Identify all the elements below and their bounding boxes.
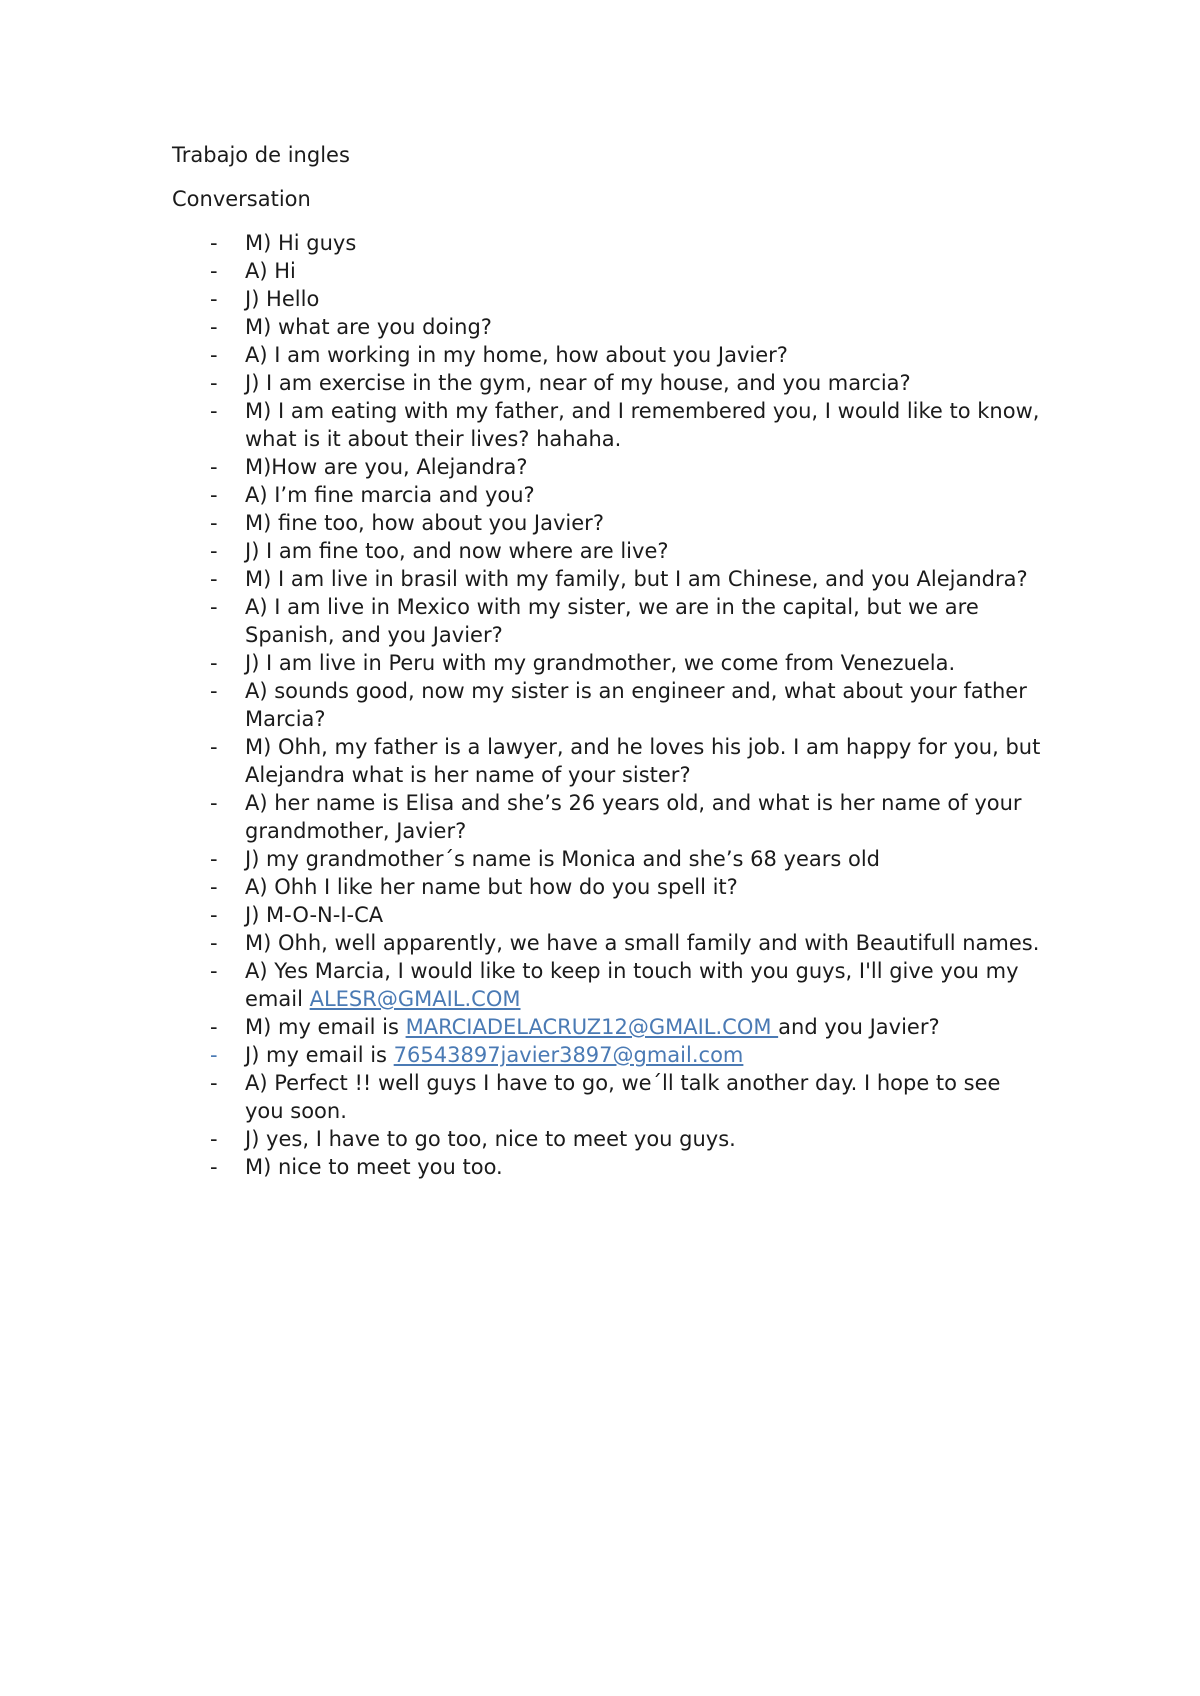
dialogue-line: A) Ohh I like her name but how do you spell it? <box>245 875 738 899</box>
email-link-marcia[interactable]: MARCIADELACRUZ12@GMAIL.COM <box>405 1015 779 1039</box>
bullet-dash: - <box>210 483 218 507</box>
bullet-dash: - <box>210 1127 218 1151</box>
bullet-dash: - <box>210 1071 218 1095</box>
list-item <box>172 789 1042 845</box>
dialogue-line: M) what are you doing? <box>245 315 492 339</box>
list-item <box>172 565 1042 593</box>
list-item <box>172 929 1042 957</box>
dialogue-line: J) my grandmother´s name is Monica and she’s 68 years old <box>245 847 881 871</box>
bullet-dash: - <box>210 875 218 899</box>
list-item <box>172 845 1042 873</box>
list-item <box>172 649 1042 677</box>
list-item <box>172 285 1042 313</box>
bullet-dash: - <box>210 1015 218 1039</box>
dialogue-line: M) I am eating with my father, and I remembered you, I would like to know, what is it about their lives? hahaha. <box>245 399 1040 451</box>
bullet-dash: - <box>210 679 218 703</box>
email-link-alejandra[interactable]: ALESR@GMAIL.COM <box>309 987 521 1011</box>
dialogue-line: M) nice to meet you too. <box>245 1155 503 1179</box>
bullet-dash: - <box>210 315 218 339</box>
list-item <box>172 537 1042 565</box>
list-item <box>172 593 1042 649</box>
list-item <box>172 1153 1042 1181</box>
dialogue-line: A) Hi <box>245 259 296 283</box>
list-item <box>172 1013 1042 1041</box>
list-item <box>172 873 1042 901</box>
bullet-dash: - <box>210 959 218 983</box>
bullet-dash: - <box>210 735 218 759</box>
bullet-dash: - <box>210 511 218 535</box>
dialogue-line: M) Hi guys <box>245 231 357 255</box>
dialogue-line-after: and you Javier? <box>778 1015 940 1039</box>
dialogue-line: M)How are you, Alejandra? <box>245 455 528 479</box>
dialogue-line: M) I am live in brasil with my family, but I am Chinese, and you Alejandra? <box>245 567 1028 591</box>
dialogue-line: J) yes, I have to go too, nice to meet you guys. <box>245 1127 736 1151</box>
dialogue-line: A) I’m fine marcia and you? <box>245 483 535 507</box>
list-item <box>172 733 1042 789</box>
list-item <box>172 341 1042 369</box>
email-link-javier[interactable]: 76543897javier3897@gmail.com <box>393 1043 744 1067</box>
bullet-dash: - <box>210 567 218 591</box>
dialogue-line: M) my email is <box>245 1015 406 1039</box>
dialogue-line: A) Perfect !! well guys I have to go, we´ll talk another day. I hope to see you soon. <box>245 1071 1001 1123</box>
list-item <box>172 957 1042 1013</box>
document-title: Trabajo de ingles <box>172 143 350 167</box>
bullet-dash: - <box>210 343 218 367</box>
list-item <box>172 1041 1042 1069</box>
dialogue-line: M) Ohh, well apparently, we have a small family and with Beautifull names. <box>245 931 1040 955</box>
dialogue-line: A) sounds good, now my sister is an engineer and, what about your father Marcia? <box>245 679 1027 731</box>
dialogue-line: J) I am fine too, and now where are live? <box>245 539 669 563</box>
bullet-dash: - <box>210 455 218 479</box>
bullet-dash: - <box>210 903 218 927</box>
bullet-dash: - <box>210 651 218 675</box>
bullet-dash: - <box>210 1155 218 1179</box>
list-item <box>172 509 1042 537</box>
list-item <box>172 901 1042 929</box>
bullet-dash: - <box>210 931 218 955</box>
bullet-dash: - <box>210 371 218 395</box>
document-subtitle: Conversation <box>172 187 311 211</box>
dialogue-line: M) Ohh, my father is a lawyer, and he loves his job. I am happy for you, but Alejandra what is her name of your sister? <box>245 735 1041 787</box>
dialogue-line: A) Yes Marcia, I would like to keep in touch with you guys, I'll give you my email <box>245 959 1019 1011</box>
bullet-dash: - <box>210 847 218 871</box>
dialogue-line: A) I am working in my home, how about you Javier? <box>245 343 788 367</box>
bullet-dash: - <box>210 595 218 619</box>
dialogue-line: J) Hello <box>245 287 320 311</box>
dialogue-line: A) I am live in Mexico with my sister, we are in the capital, but we are Spanish, and you Javier? <box>245 595 979 647</box>
dialogue-line: J) I am exercise in the gym, near of my house, and you marcia? <box>245 371 911 395</box>
dialogue-line: A) her name is Elisa and she’s 26 years old, and what is her name of your grandmother, Javier? <box>245 791 1022 843</box>
bullet-dash: - <box>210 791 218 815</box>
bullet-dash: - <box>210 539 218 563</box>
document-body <box>172 141 1042 1181</box>
list-item <box>172 1069 1042 1125</box>
dialogue-line: M) fine too, how about you Javier? <box>245 511 604 535</box>
list-item <box>172 257 1042 285</box>
dialogue-line: J) my email is <box>245 1043 394 1067</box>
dialogue-line: J) I am live in Peru with my grandmother, we come from Venezuela. <box>245 651 956 675</box>
list-item <box>172 229 1042 257</box>
list-item <box>172 313 1042 341</box>
bullet-dash: - <box>210 259 218 283</box>
bullet-dash: - <box>210 1043 218 1067</box>
list-item <box>172 677 1042 733</box>
list-item <box>172 1125 1042 1153</box>
bullet-dash: - <box>210 231 218 255</box>
bullet-dash: - <box>210 399 218 423</box>
conversation-list <box>172 229 1042 1181</box>
list-item <box>172 397 1042 453</box>
list-item <box>172 453 1042 481</box>
list-item <box>172 369 1042 397</box>
dialogue-line: J) M-O-N-I-CA <box>245 903 384 927</box>
list-item <box>172 481 1042 509</box>
bullet-dash: - <box>210 287 218 311</box>
